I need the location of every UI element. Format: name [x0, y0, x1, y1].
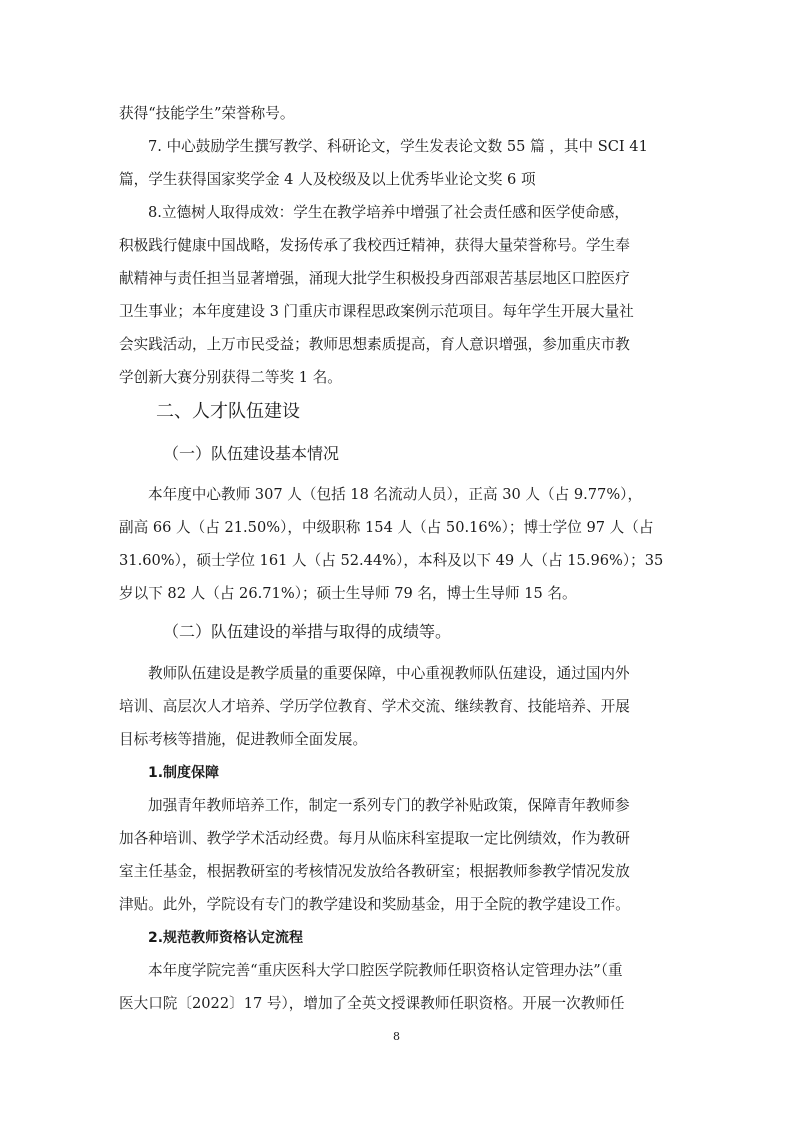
body-line: 加强青年教师培养工作，制定一系列专门的教学补贴政策，保障青年教师参: [148, 797, 630, 814]
body-line: 献精神与责任担当显著增强，涌现大批学生积极投身西部艰苦基层地区口腔医疗: [119, 270, 630, 287]
body-line: 卫生事业；本年度建设 3 门重庆市课程思政案例示范项目。每年学生开展大量社: [119, 303, 634, 320]
body-line: 篇，学生获得国家奖学金 4 人及校级及以上优秀毕业论文奖 6 项: [119, 171, 536, 188]
body-line: 副高 66 人（占 21.50%），中级职称 154 人（占 50.16%）；博士学位 97 人（占: [119, 519, 654, 536]
body-line: 31.60%），硕士学位 161 人（占 52.44%），本科及以下 49 人（占 15.96%）；35: [119, 552, 664, 569]
body-line: 培训、高层次人才培养、学历学位教育、学术交流、继续教育、技能培养、开展: [119, 698, 630, 715]
section-heading: 二、人才队伍建设: [156, 401, 300, 422]
body-line: 积极践行健康中国战略，发扬传承了我校西迁精神，获得大量荣誉称号。学生奉: [119, 237, 630, 254]
body-line: 8.立德树人取得成效：学生在教学培养中增强了社会责任感和医学使命感，: [148, 204, 629, 221]
body-line: 室主任基金，根据教研室的考核情况发放给各教研室；根据教师参教学情况发放: [119, 863, 630, 880]
body-line: 会实践活动，上万市民受益；教师思想素质提高，育人意识增强，参加重庆市教: [119, 336, 630, 353]
page-number: 8: [393, 1030, 400, 1043]
body-line: 目标考核等措施，促进教师全面发展。: [119, 731, 368, 748]
body-line: 岁以下 82 人（占 26.71%）；硕士生导师 79 名，博士生导师 15 名。: [119, 585, 577, 602]
body-line: 医大口院〔2022〕17 号），增加了全英文授课教师任职资格。开展一次教师任: [119, 995, 625, 1012]
subsection-heading: （一）队伍建设基本情况: [163, 444, 340, 463]
body-line: 本年度学院完善“重庆医科大学口腔医学院教师任职资格认定管理办法”（重: [148, 962, 623, 979]
subsection-heading: （二）队伍建设的举措与取得的成绩等。: [163, 622, 452, 641]
body-line: 教师队伍建设是教学质量的重要保障，中心重视教师队伍建设，通过国内外: [148, 665, 630, 682]
body-line: 获得“技能学生”荣誉称号。: [119, 105, 295, 122]
item-heading: 2.规范教师资格认定流程: [148, 930, 304, 946]
body-line: 本年度中心教师 307 人（包括 18 名流动人员），正高 30 人（占 9.77%），: [148, 486, 643, 503]
body-line: 津贴。此外，学院设有专门的教学建设和奖励基金，用于全院的教学建设工作。: [119, 896, 630, 913]
body-line: 加各种培训、教学学术活动经费。每月从临床科室提取一定比例绩效，作为教研: [119, 830, 630, 847]
body-line: 学创新大赛分别获得二等奖 1 名。: [119, 369, 342, 386]
body-line: 7. 中心鼓励学生撰写教学、科研论文，学生发表论文数 55 篇 ，其中 SCI 41: [148, 138, 648, 155]
item-heading: 1.制度保障: [148, 765, 220, 781]
